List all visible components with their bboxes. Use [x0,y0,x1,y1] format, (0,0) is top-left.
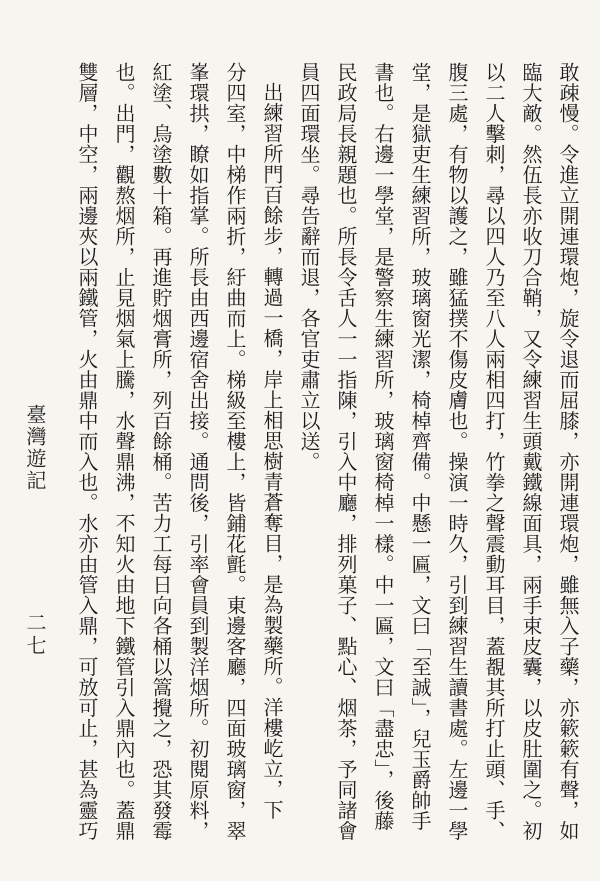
text-column-paragraph-start: 出練習所門百餘步，轉過一橋，岸上相思樹青蒼奪目，是為製藥所。洋樓屹立，下 [260,82,284,820]
page-number: 二七 [23,612,47,658]
text-column: 峯環拱，瞭如指掌。所長由西邊宿舍出接。通問後，引率會員到製洋烟所。初閱原料， [186,62,210,841]
text-column: 敢疎慢。令進立開連環炮，旋令退而屈膝，亦開連環炮，雖無入子藥，亦簌簌有聲，如 [556,62,580,841]
text-column: 書也。右邊一學堂，是警察生練習所，玻璃窗椅棹一樣。中一匾，文曰「盡忠」，後藤 [371,62,395,831]
text-column: 紅塗、烏塗數十箱。再進貯烟膏所，列百餘桶。苦力工每日向各桶以篙攪之，恐其發霉 [149,62,173,841]
text-column: 腹三處，有物以護之，雖猛撲不傷皮膚也。操演一時久，引到練習生讀書處。左邊一學 [445,62,469,841]
body-text [74,62,586,862]
text-column: 雙層，中空，兩邊夾以兩鐵管，火由鼎中而入也。水亦由管入鼎，可放可止，甚為靈巧 [75,62,99,841]
text-column: 以二人擊刺，尋以四人乃至八人兩相四打，竹拳之聲震動耳目，蓋覩其所打止頭、手、 [482,62,506,841]
running-title: 臺灣遊記 [23,404,47,492]
text-column: 民政局長親題也。所長令舌人一一指陳，引入中廳，排列菓子、點心、烟茶，予同諸會 [334,62,358,841]
text-column: 也。出門，觀熬烟所，止見烟氣上騰，水聲鼎沸，不知火由地下鐵管引入鼎內也。蓋鼎 [112,62,136,841]
text-column: 員四面環坐。尋告辭而退，各官吏肅立以送。 [297,62,321,472]
text-column: 分四室，中梯作兩折，紆曲而上。梯級至樓上，皆鋪花氈。東邊客廳，四面玻璃窗，翠 [223,62,247,841]
text-column: 臨大敵。然伍長亦收刀合鞘，又令練習生頭戴鐵線面具，兩手束皮囊，以皮肚圍之。初 [519,62,543,841]
text-column: 堂，是獄吏生練習所，玻璃窗光潔，椅棹齊備。中懸一匾，文曰「至誠」，兒玉爵帥手 [408,62,432,831]
